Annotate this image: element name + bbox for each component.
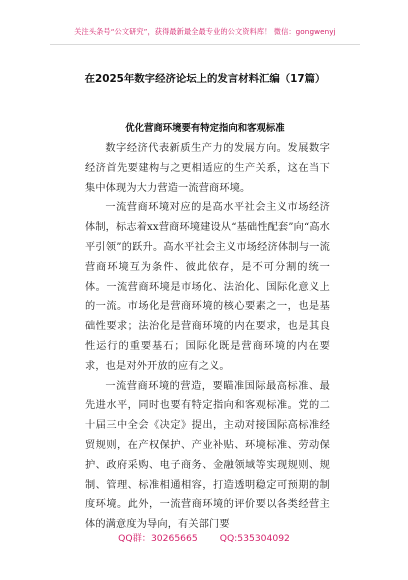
footer-qq-number: QQ:535304092 (219, 533, 290, 544)
header-divider (50, 44, 360, 45)
paragraph-1: 数字经济代表新质生产力的发展方向。发展数字经济首先要建构与之更相适应的生产关系，这在当下集中体现为大力营造一流营商环境。 (85, 143, 330, 194)
footer-qq-group: QQ群：30265665 (118, 533, 198, 544)
document-title: 在2025年数字经济论坛上的发言材料汇编（17篇） (84, 73, 326, 85)
paragraph-3: 一流营商环境的营造，要瞄准国际最高标准、最先进水平，同时也要有特定指向和客观标准。党的二十届三中全会《决定》提出，主动对接国际高标准经贸规则，在产权保护、产业补贴、环境标准、劳动保护、政府采购、电子商务、金融领域等实现规则、规制、管理、标准相通相容，打造透明稳定可预期的制度环境。此外，一流营商环境的评价要以各类经营主体的满意度为导向，有关部门要 (85, 380, 330, 531)
section-title: 优化营商环境要有特定指向和客观标准 (125, 123, 285, 134)
body-text (85, 139, 330, 535)
paragraph-2: 一流营商环境对应的是高水平社会主义市场经济体制，标志着xx营商环境建设从“基础性配套”向“高水平引领”的跃升。高水平社会主义市场经济体制与一流营商环境互为条件、彼此依存，是不可分割的统一体。一流营商环境是市场化、法治化、国际化意义上的一流。市场化是营商环境的核心要素之一，也是基础性要求；法治化是营商环境的内在要求，也是其良性运行的重要基石；国际化既是营商环境的内在要求，也是对外开放的应有之义。 (85, 202, 330, 372)
header-banner: 关注头条号“公文研究”，获得最新最全最专业的公文资料库！ 微信：gongwenyj (74, 27, 336, 36)
footer-contact (0, 533, 408, 545)
